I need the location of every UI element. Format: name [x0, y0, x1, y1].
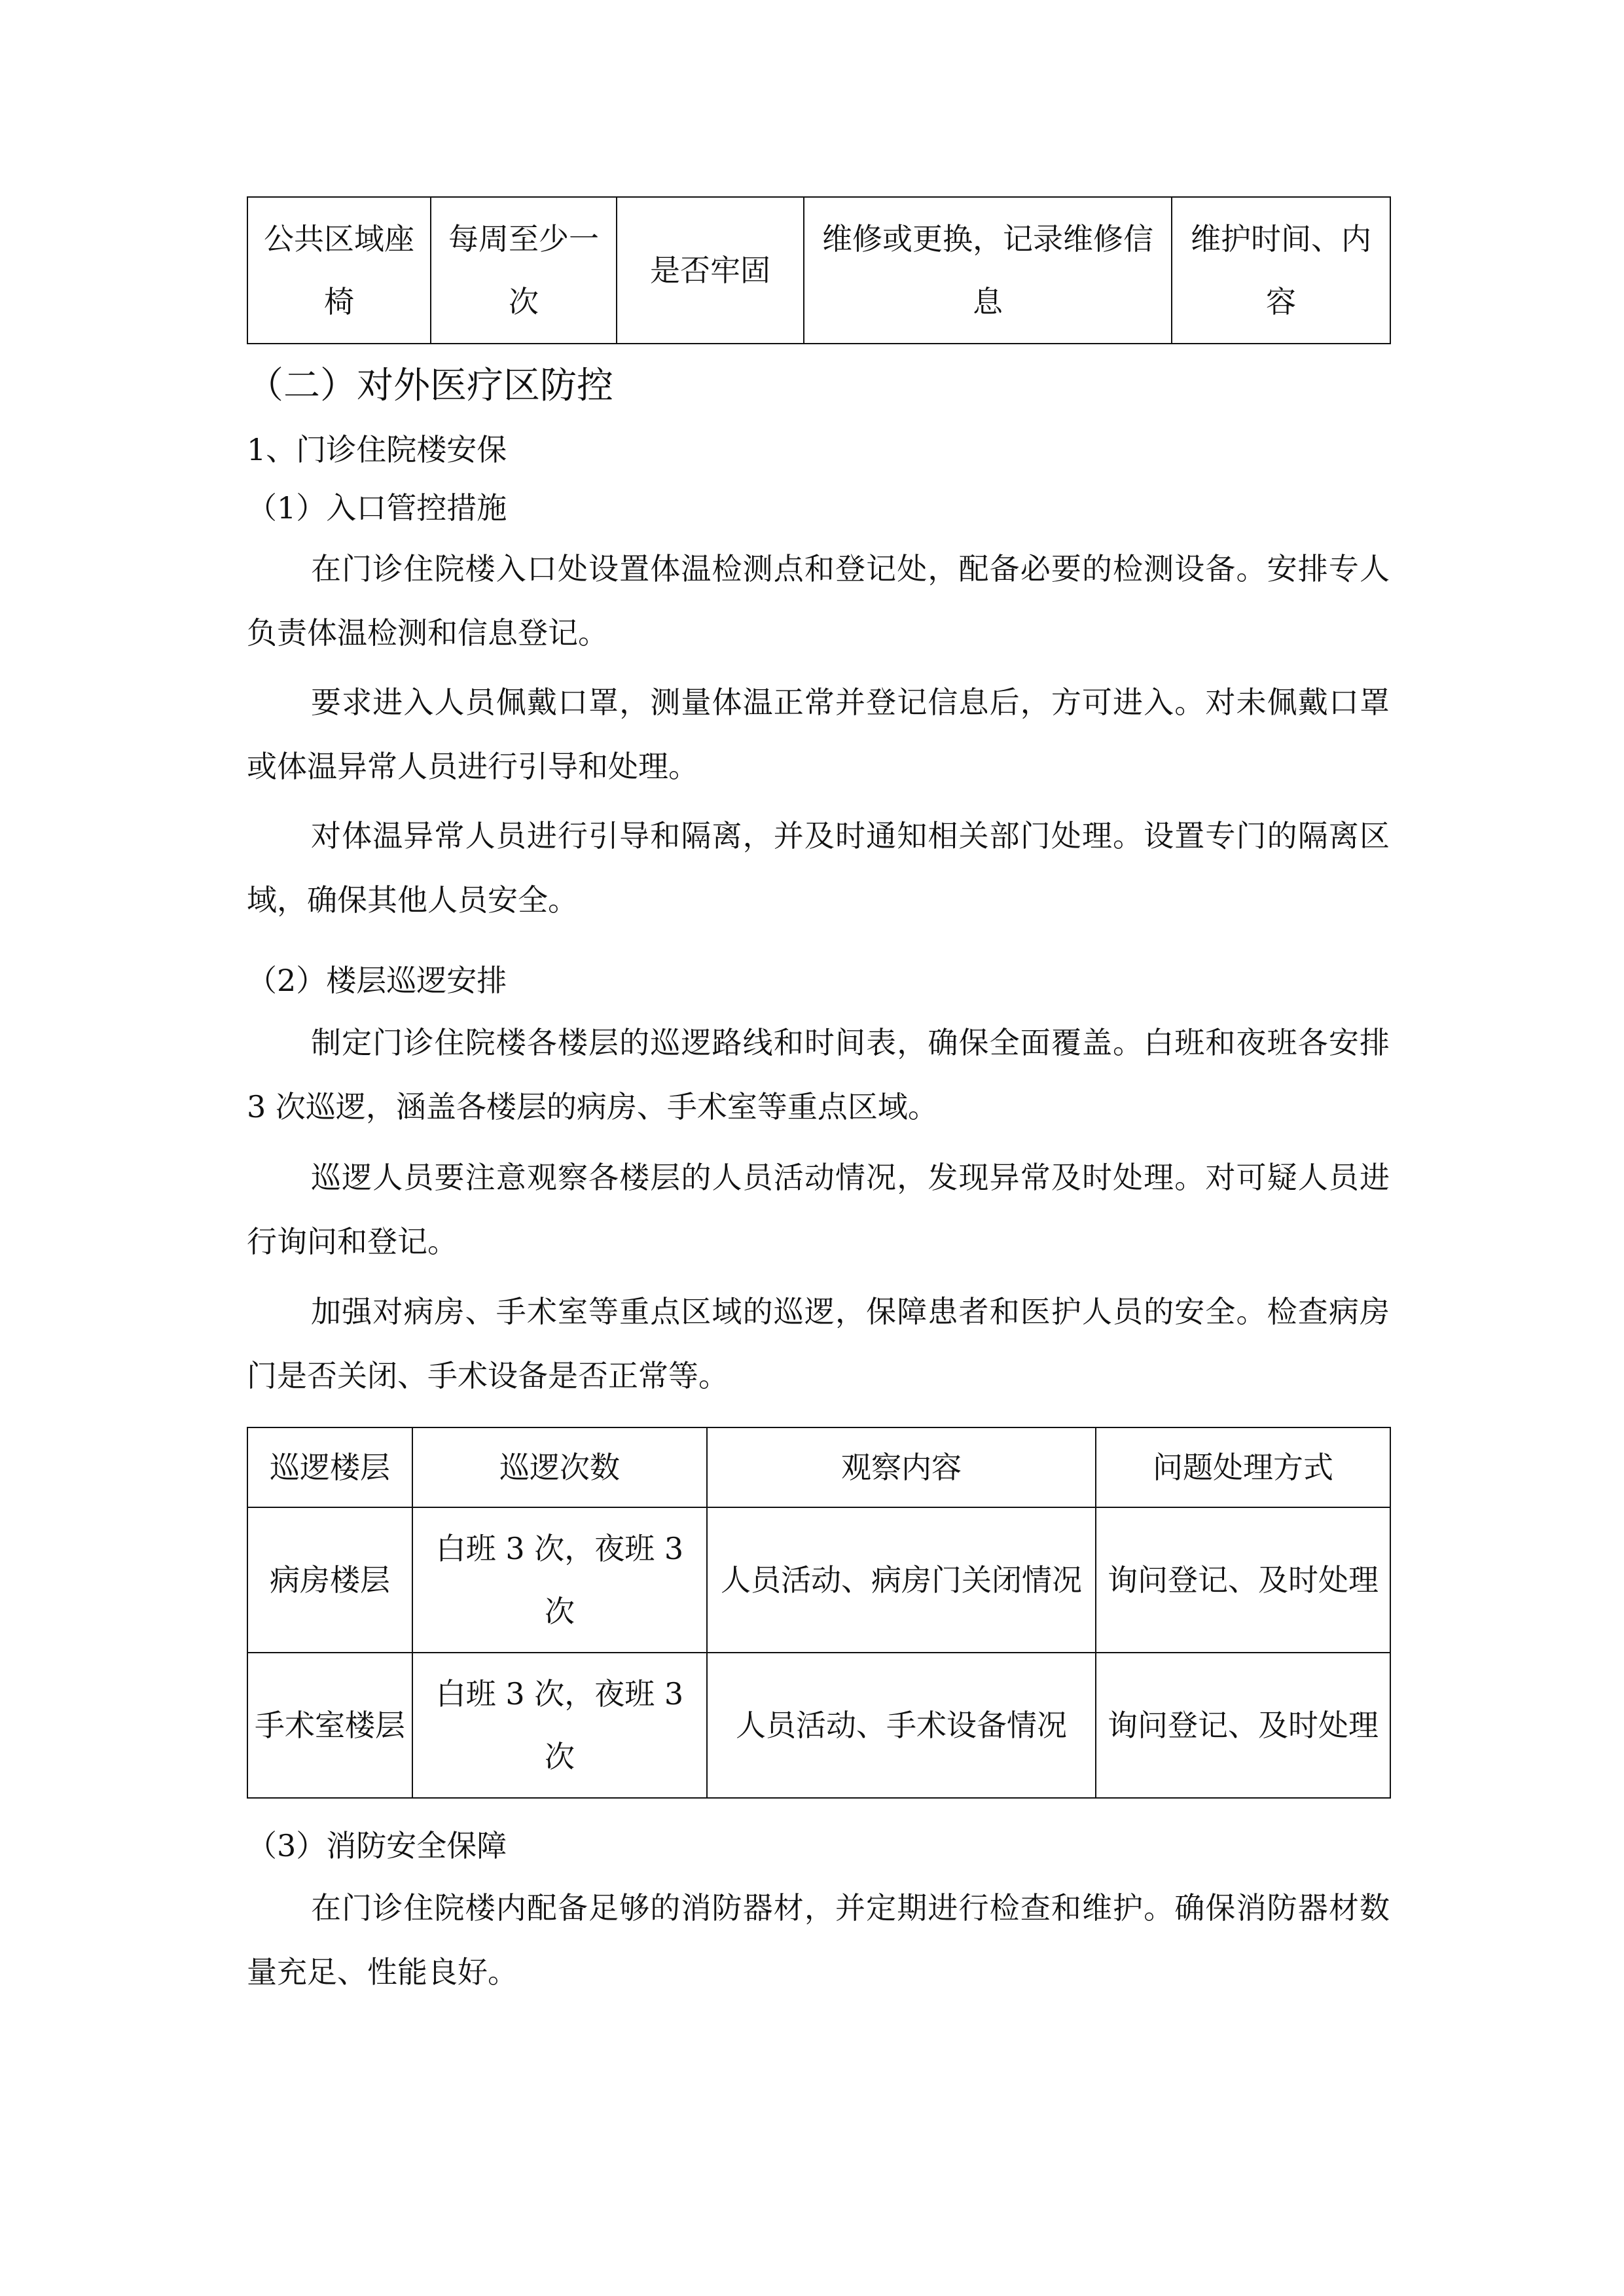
table-header-cell: 问题处理方式 [1096, 1427, 1390, 1507]
table-row [247, 1507, 1390, 1653]
paragraph: 加强对病房、手术室等重点区域的巡逻，保障患者和医护人员的安全。检查病房门是否关闭、手术设备是否正常等。 [247, 1294, 1390, 1393]
section-title: （二）对外医疗区防控 [247, 365, 613, 407]
table-cell: 白班 3 次，夜班 3 次 [412, 1507, 707, 1653]
table-header-cell: 巡逻楼层 [247, 1427, 412, 1507]
table-cell: 白班 3 次，夜班 3 次 [412, 1653, 707, 1798]
table-cell: 维修或更换，记录维修信息 [804, 197, 1172, 344]
table-cell: 询问登记、及时处理 [1096, 1653, 1390, 1798]
table-cell: 每周至少一次 [431, 197, 617, 344]
paragraph: 要求进入人员佩戴口罩，测量体温正常并登记信息后，方可进入。对未佩戴口罩或体温异常人员进行引导和处理。 [247, 685, 1390, 784]
paragraph: 在门诊住院楼入口处设置体温检测点和登记处，配备必要的检测设备。安排专人负责体温检测和信息登记。 [247, 551, 1390, 651]
item-title-entrance-control: （1）入口管控措施 [247, 490, 507, 526]
table-header-cell: 观察内容 [707, 1427, 1096, 1507]
paragraph: 巡逻人员要注意观察各楼层的人员活动情况，发现异常及时处理。对可疑人员进行询问和登记。 [247, 1160, 1390, 1259]
table-cell: 维护时间、内容 [1172, 197, 1390, 344]
table-cell: 询问登记、及时处理 [1096, 1507, 1390, 1653]
table-cell: 是否牢固 [617, 197, 804, 344]
table-cell: 手术室楼层 [247, 1653, 412, 1798]
table-cell: 人员活动、病房门关闭情况 [707, 1507, 1096, 1653]
table-header-row [247, 1427, 1390, 1507]
item-title-floor-patrol: （2）楼层巡逻安排 [247, 963, 507, 998]
table-row [247, 1653, 1390, 1798]
table-header-cell: 巡逻次数 [412, 1427, 707, 1507]
patrol-table [247, 1427, 1391, 1799]
maintenance-table [247, 196, 1391, 344]
subsection-title: 1、门诊住院楼安保 [247, 432, 507, 467]
item-title-fire-safety: （3）消防安全保障 [247, 1828, 507, 1863]
table-cell: 病房楼层 [247, 1507, 412, 1653]
table-cell: 公共区域座椅 [247, 197, 431, 344]
table-row [247, 197, 1390, 344]
paragraph: 在门诊住院楼内配备足够的消防器材，并定期进行检查和维护。确保消防器材数量充足、性能良好。 [247, 1890, 1390, 1990]
paragraph: 制定门诊住院楼各楼层的巡逻路线和时间表，确保全面覆盖。白班和夜班各安排 3 次巡逻，涵盖各楼层的病房、手术室等重点区域。 [247, 1025, 1390, 1124]
paragraph: 对体温异常人员进行引导和隔离，并及时通知相关部门处理。设置专门的隔离区域，确保其他人员安全。 [247, 818, 1390, 918]
table-cell: 人员活动、手术设备情况 [707, 1653, 1096, 1798]
